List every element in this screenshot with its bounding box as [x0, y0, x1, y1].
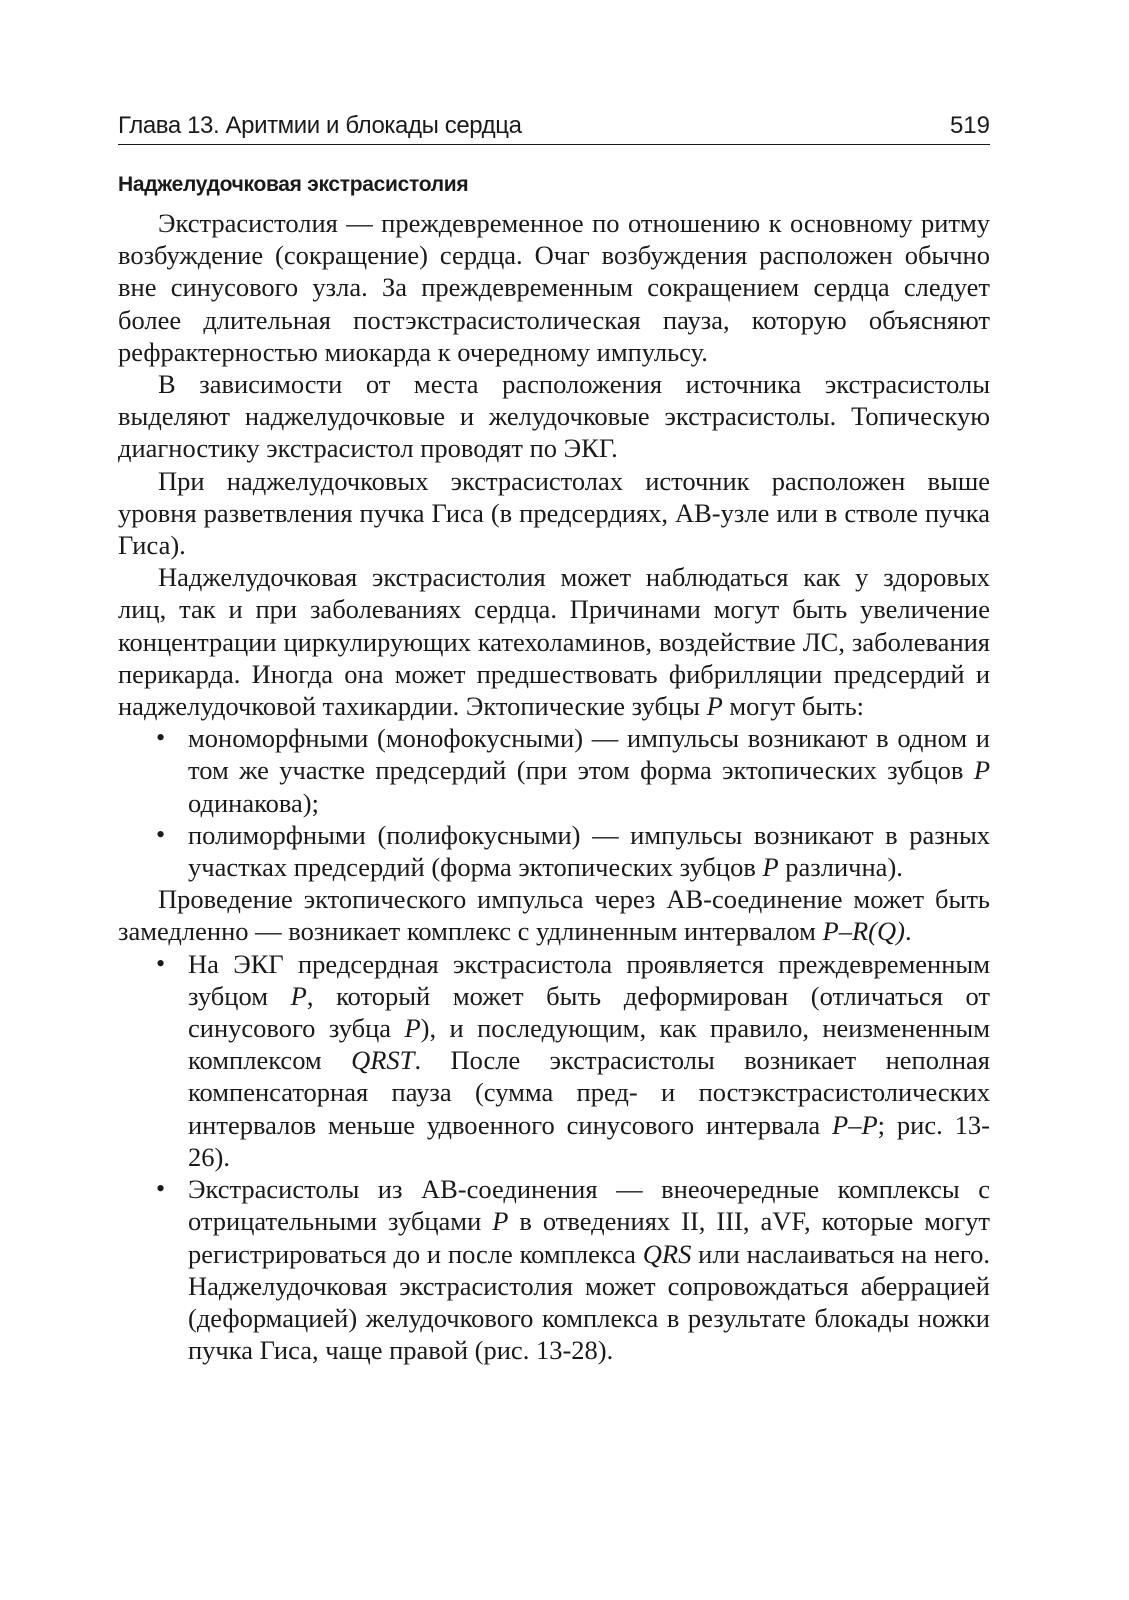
text-run: На ЭКГ предсердная экстрасистола проявляется преждевременным зубцом: [188, 948, 990, 1011]
text-run: различна).: [778, 852, 903, 883]
bullet-list: [118, 948, 990, 1367]
math-symbol: P: [290, 980, 307, 1011]
math-symbol: P: [762, 852, 779, 883]
text-run: Экстрасистолы из АВ-соединения — внеочередные комплексы с отрицательными зубцами: [188, 1174, 990, 1237]
paragraph: [118, 883, 990, 947]
text-run: мономорфными (монофокусными) — импульсы возникают в одном и том же участке предсердий (при этом форма эктопических зубцов: [188, 723, 990, 786]
page-number: 519: [949, 112, 990, 139]
body-text: [118, 207, 990, 1366]
text-run: одинакова);: [188, 787, 319, 818]
bullet-icon: •: [156, 723, 166, 753]
document-page: [118, 0, 990, 1600]
text-run: ), и последующим, как правило, неизмененным комплексом: [188, 1013, 990, 1076]
math-symbol: P: [404, 1013, 421, 1044]
list-item: [156, 1173, 991, 1366]
text-run: ; рис. 13-26).: [188, 1109, 990, 1172]
math-symbol: P: [492, 1206, 509, 1237]
text-run: .: [904, 916, 912, 947]
list-item: [156, 948, 990, 1173]
paragraph: [118, 561, 990, 722]
text-run: , который может быть деформирован (отличаться от синусового зубца: [188, 980, 990, 1044]
math-symbol: P–R(Q): [822, 916, 905, 947]
text-run: Проведение эктопического импульса через АВ-соединение может быть замедленно — возникает комплекс с удлиненным интервалом: [118, 884, 990, 947]
section-heading: Наджелудочковая экстрасистолия: [118, 173, 469, 196]
bullet-icon: •: [156, 819, 166, 849]
bullet-list: [118, 722, 990, 883]
text-run: . После экстрасистолы возникает неполная компенсаторная пауза (сумма пред- и постэкстрасистолических интервалов меньше удвоенного синусового интервала: [188, 1045, 990, 1140]
text-run: или наслаиваться на него. Наджелудочковая экстрасистолия может сопровождаться аберрацией (деформацией) желудочкового комплекса в результате блокады ножки пучка Гиса, чаще правой (рис. 13-28).: [188, 1238, 991, 1366]
paragraph: Экстрасистолия — преждевременное по отношению к основному ритму возбуждение (сокращение) сердца. Очаг возбуждения расположен обычно вне синусового узла. За преждевременным сокращением сердца следует более длительная постэкстрасистолическая пауза, которую объясняют рефрактерностью миокарда к очередному импульсу.: [118, 208, 990, 367]
list-item: [156, 722, 990, 819]
bullet-icon: •: [156, 948, 166, 978]
math-symbol: P–P: [832, 1109, 878, 1140]
text-run: в отведениях II, III, aVF, которые могут регистрироваться до и после комплекса: [188, 1206, 990, 1269]
chapter-title: Глава 13. Аритмии и блокады сердца: [118, 112, 522, 139]
math-symbol: QRS: [642, 1238, 692, 1269]
math-symbol: P: [973, 755, 990, 786]
math-symbol: QRST: [351, 1045, 415, 1076]
paragraph: В зависимости от места расположения источника экстрасистолы выделяют наджелудочковые и желудочковые экстрасистолы. Топическую диагностику экстрасистол проводят по ЭКГ.: [118, 369, 990, 464]
text-run: Наджелудочковая экстрасистолия может наблюдаться как у здоровых лиц, так и при заболеваниях сердца. Причинами могут быть увеличение концентрации циркулирующих катехоламинов, воздействие ЛС, заболевания перикарда. Иногда она может предшествовать фибрилляции предсердий и наджелудочковой тахикардии. Эктопические зубцы: [118, 562, 990, 722]
text-run: полиморфными (полифокусными) — импульсы возникают в разных участках предсердий (форма эктопических зубцов: [188, 819, 990, 883]
running-header: [118, 110, 990, 145]
bullet-icon: •: [156, 1174, 166, 1204]
math-symbol: P: [706, 691, 723, 722]
text-run: могут быть:: [722, 691, 865, 722]
paragraph: При наджелудочковых экстрасистолах источник расположен выше уровня разветвления пучка Гиса (в предсердиях, АВ-узле или в стволе пучка Гиса).: [118, 465, 990, 561]
list-item: [156, 819, 990, 883]
